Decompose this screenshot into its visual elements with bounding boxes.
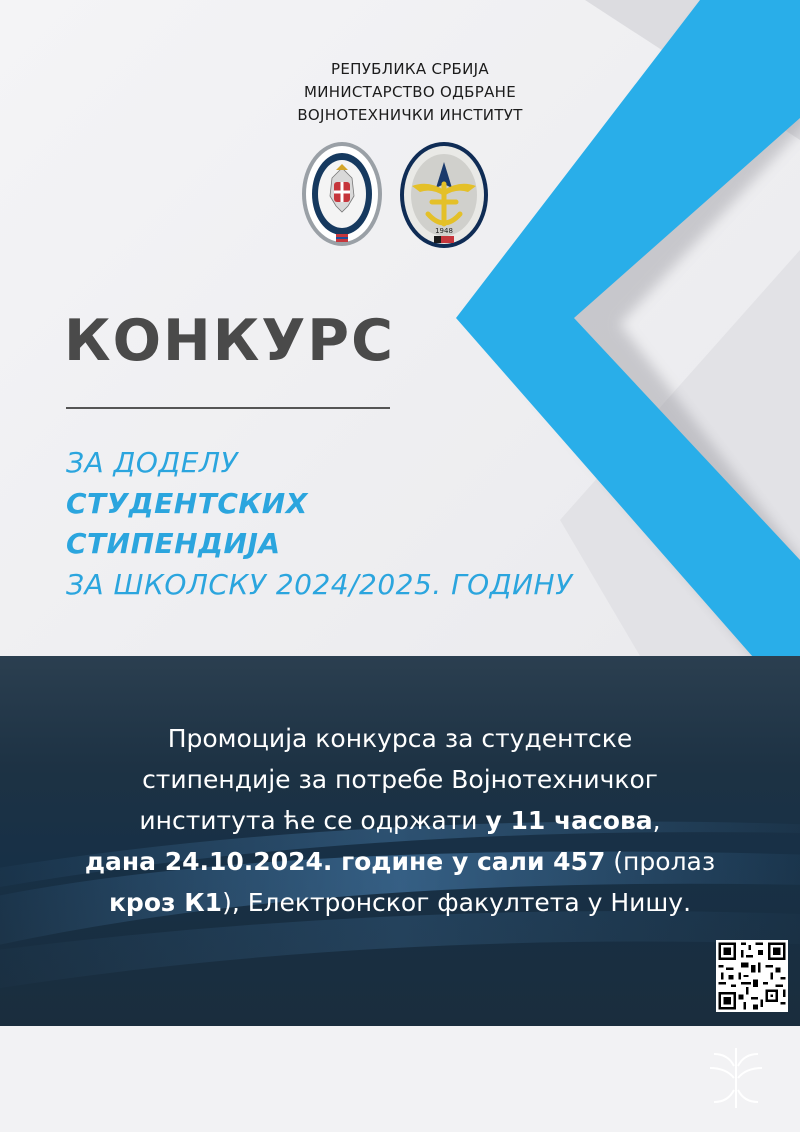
header-institute: ВОЈНОТЕХНИЧКИ ИНСТИТУТ bbox=[297, 106, 523, 124]
institution-header bbox=[240, 58, 580, 127]
header-country: РЕПУБЛИКА СРБИЈА bbox=[331, 60, 489, 78]
announcement-line-5 bbox=[40, 882, 760, 923]
military-technical-institute-emblem-icon bbox=[398, 140, 490, 250]
announcement-text bbox=[40, 718, 760, 923]
announcement-line-3-end: , bbox=[652, 806, 661, 835]
institute-logo-mark-icon bbox=[700, 1046, 772, 1110]
announcement-passage: кроз К1 bbox=[108, 888, 223, 917]
footer-strip bbox=[0, 1026, 800, 1132]
announcement-date-room: дана 24.10.2024. године у сали 457 bbox=[84, 847, 606, 876]
subtitle-line-3: СТИПЕНДИЈА bbox=[66, 527, 281, 560]
qr-code-icon[interactable] bbox=[716, 940, 788, 1012]
title-divider bbox=[66, 407, 390, 409]
announcement-line-4-text: (пролаз bbox=[605, 847, 716, 876]
announcement-line-4 bbox=[40, 841, 760, 882]
emblem-year: 1948 bbox=[435, 227, 453, 235]
announcement-line-3-text: института ће се одржати bbox=[139, 806, 486, 835]
subtitle-line-1: ЗА ДОДЕЛУ bbox=[66, 446, 239, 479]
announcement-time: у 11 часова bbox=[485, 806, 653, 835]
subtitle-line-4: ЗА ШКОЛСКУ 2024/2025. ГОДИНУ bbox=[66, 568, 573, 601]
announcement-line-1: Промоција конкурса за студентске bbox=[167, 724, 633, 753]
page-title: КОНКУРС bbox=[64, 308, 395, 374]
subtitle-line-2: СТУДЕНТСКИХ bbox=[66, 487, 308, 520]
ministry-of-defence-emblem-icon bbox=[300, 140, 384, 248]
header-ministry: МИНИСТАРСТВО ОДБРАНЕ bbox=[304, 83, 516, 101]
announcement-line-5-text: ), Електронског факултета у Нишу. bbox=[222, 888, 692, 917]
announcement-line-2: стипендије за потребе Војнотехничког bbox=[142, 765, 658, 794]
announcement-line-3 bbox=[40, 800, 760, 841]
